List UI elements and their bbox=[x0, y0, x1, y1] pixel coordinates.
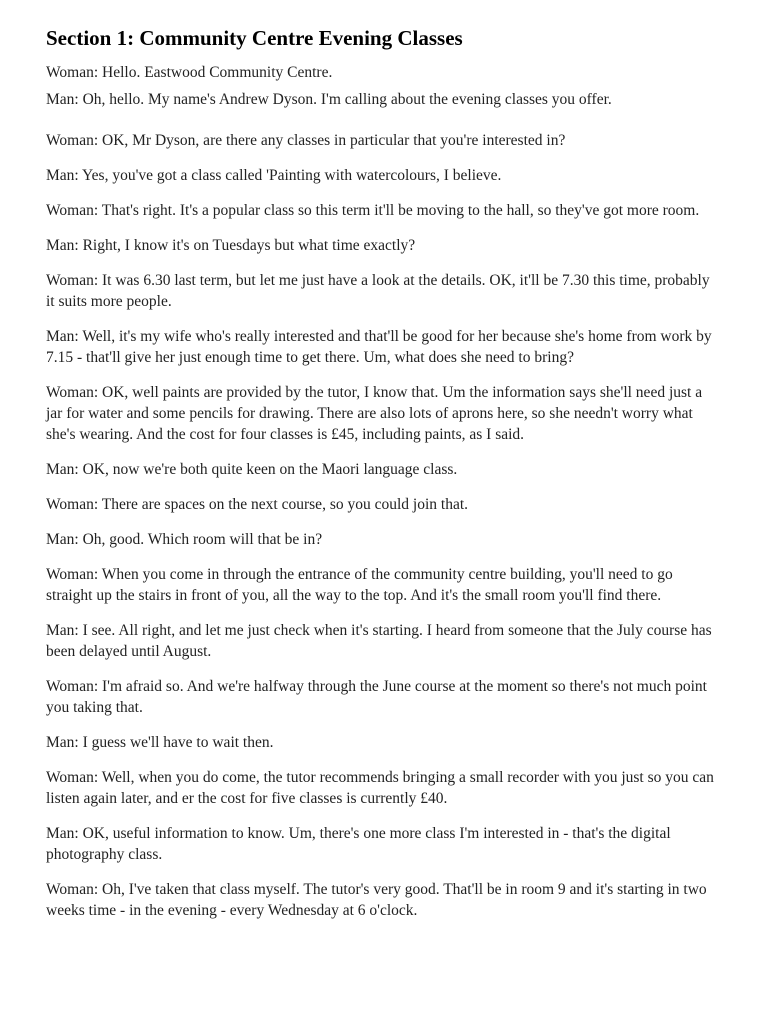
dialogue-paragraph: Woman: Well, when you do come, the tutor recommends bringing a small recorder with you just so you can listen again later, and er the cost for five classes is currently £40. bbox=[46, 769, 714, 807]
dialogue-paragraph: Man: Oh, good. Which room will that be in? bbox=[46, 531, 323, 548]
dialogue-paragraph: Woman: OK, well paints are provided by the tutor, I know that. Um the information says she'll need just a jar for water and some pencils for drawing. There are also lots of aprons here, so she needn't worry what she's wearing. And the cost for four classes is £45, including paints, as I said. bbox=[46, 384, 703, 443]
dialogue-paragraph: Woman: That's right. It's a popular class so this term it'll be moving to the hall, so they've got more room. bbox=[46, 202, 700, 219]
dialogue-paragraph: Man: I see. All right, and let me just check when it's starting. I heard from someone that the July course has been delayed until August. bbox=[46, 622, 712, 660]
dialogue-paragraph: Man: Right, I know it's on Tuesdays but what time exactly? bbox=[46, 237, 416, 254]
dialogue-paragraph: Man: Yes, you've got a class called 'Painting with watercolours, I believe. bbox=[46, 167, 502, 184]
document-page bbox=[46, 24, 718, 935]
dialogue-paragraph: Man: I guess we'll have to wait then. bbox=[46, 734, 274, 751]
dialogue-paragraph: Woman: Oh, I've taken that class myself. The tutor's very good. That'll be in room 9 and it's starting in two weeks time - in the evening - every Wednesday at 6 o'clock. bbox=[46, 881, 707, 919]
dialogue-paragraph: Man: OK, now we're both quite keen on the Maori language class. bbox=[46, 461, 458, 478]
dialogue-line: Woman: Hello. Eastwood Community Centre. bbox=[46, 64, 333, 81]
dialogue-paragraph: Woman: It was 6.30 last term, but let me just have a look at the details. OK, it'll be 7.30 this time, probably it suits more people. bbox=[46, 272, 710, 310]
dialogue-paragraph: Woman: There are spaces on the next course, so you could join that. bbox=[46, 496, 469, 513]
dialogue-paragraph: Man: Well, it's my wife who's really interested and that'll be good for her because she's home from work by 7.15 - that'll give her just enough time to get there. Um, what does she need to bring? bbox=[46, 328, 712, 366]
dialogue-paragraph: Man: OK, useful information to know. Um, there's one more class I'm interested in - that's the digital photography class. bbox=[46, 825, 671, 863]
dialogue-paragraph: Woman: OK, Mr Dyson, are there any classes in particular that you're interested in? bbox=[46, 132, 566, 149]
dialogue-line: Man: Oh, hello. My name's Andrew Dyson. I'm calling about the evening classes you offer. bbox=[46, 91, 612, 108]
dialogue-paragraph: Woman: I'm afraid so. And we're halfway through the June course at the moment so there's not much point you taking that. bbox=[46, 678, 707, 716]
dialogue-paragraph: Woman: When you come in through the entrance of the community centre building, you'll need to go straight up the stairs in front of you, all the way to the top. And it's the small room you'll find there. bbox=[46, 566, 673, 604]
document-title: Section 1: Community Centre Evening Classes bbox=[46, 26, 463, 50]
